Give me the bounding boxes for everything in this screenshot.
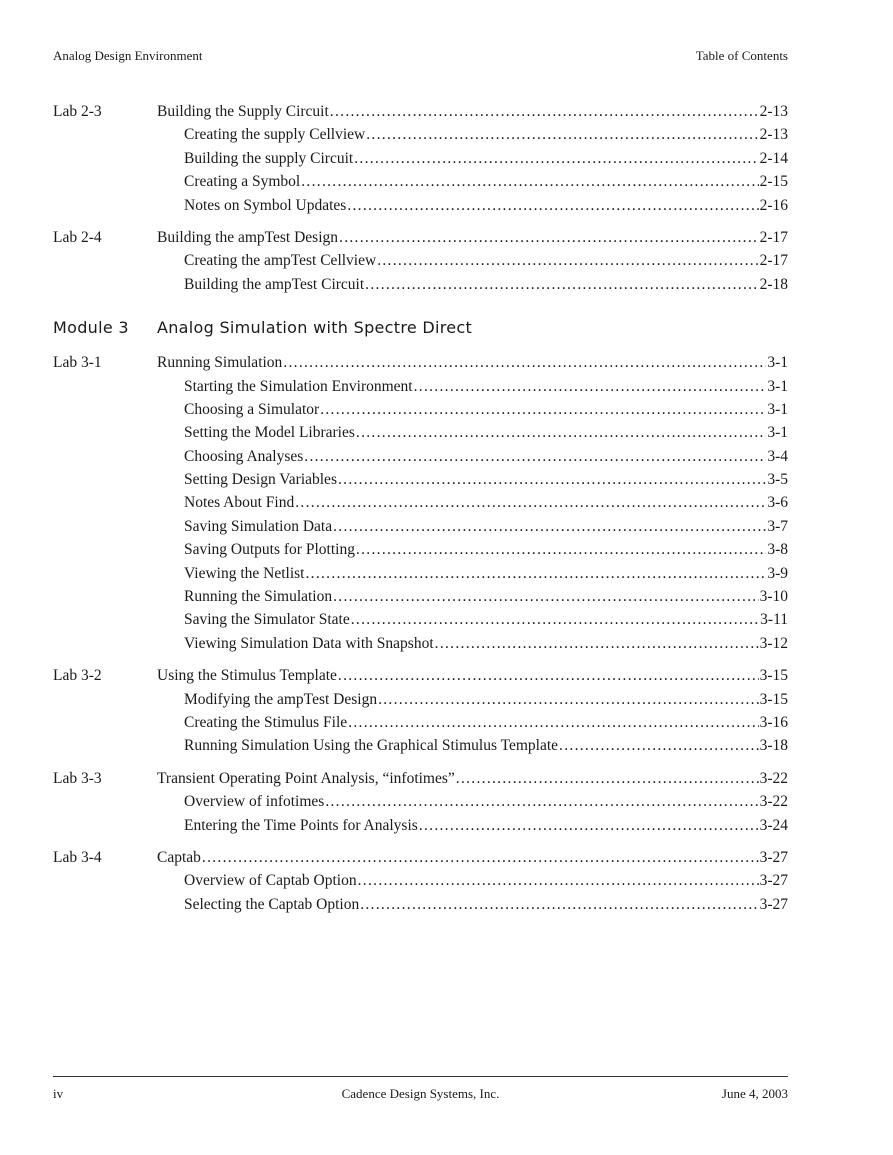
toc-subentry-page: 3-27 [759, 872, 788, 890]
lab-row [53, 351, 788, 374]
toc-subentry-page: 3-5 [767, 471, 788, 489]
toc-entry-page: 3-1 [767, 354, 788, 372]
toc-subentry-title: Entering the Time Points for Analysis [184, 816, 418, 834]
toc-subentry-row [53, 515, 788, 538]
toc-entry[interactable] [157, 767, 788, 790]
toc-subentry[interactable] [184, 632, 788, 655]
toc-subentry-title: Running Simulation Using the Graphical Stimulus Template [184, 737, 559, 755]
dot-leader [339, 226, 759, 249]
toc-subentry-title: Overview of infotimes [184, 793, 325, 811]
toc-entry-title: Running Simulation [157, 354, 283, 372]
dot-leader [414, 375, 767, 398]
toc-subentry-row [53, 893, 788, 916]
lab-group [53, 846, 788, 916]
lab-label: Lab 3-3 [53, 769, 102, 787]
toc-subentry[interactable] [184, 273, 788, 296]
lab-label: Lab 2-3 [53, 103, 102, 120]
lab-row [53, 100, 788, 123]
toc-entry-page: 3-15 [759, 667, 788, 685]
toc-subentry[interactable] [184, 585, 788, 608]
toc-subentry-page: 3-12 [759, 634, 788, 652]
toc-subentry[interactable] [184, 608, 788, 631]
dot-leader [348, 711, 758, 734]
toc-subentry-row [53, 170, 788, 193]
module2-labs [53, 100, 788, 296]
toc-subentry-row [53, 468, 788, 491]
toc-subentry-title: Choosing Analyses [184, 447, 304, 465]
toc-subentry-title: Notes About Find [184, 494, 295, 512]
toc-subentry[interactable] [184, 814, 788, 837]
toc-subentry-page: 3-4 [767, 447, 788, 465]
toc-subentry-row [53, 123, 788, 146]
toc-subentry-title: Modifying the ampTest Design [184, 690, 378, 708]
toc-subentry-title: Setting Design Variables [184, 471, 337, 489]
toc-subentry-row [53, 147, 788, 170]
toc-subentry-row [53, 869, 788, 892]
toc-subentry-row [53, 538, 788, 561]
toc-subentry-row [53, 562, 788, 585]
dot-leader [338, 468, 766, 491]
toc-subentry-row [53, 790, 788, 813]
dot-leader [338, 664, 759, 687]
dot-leader [354, 147, 758, 170]
dot-leader [377, 249, 758, 272]
toc-subentry-row [53, 421, 788, 444]
toc-subentry[interactable] [184, 869, 788, 892]
module3-labs [53, 351, 788, 916]
toc-subentry[interactable] [184, 734, 788, 757]
dot-leader [202, 846, 759, 869]
lab-label: Lab 2-4 [53, 228, 102, 246]
toc-subentry[interactable] [184, 515, 788, 538]
lab-label: Lab 3-1 [53, 354, 102, 372]
dot-leader [347, 194, 758, 217]
lab-group [53, 351, 788, 655]
dot-leader [456, 767, 759, 790]
toc-subentry-page: 3-27 [759, 895, 788, 913]
dot-leader [358, 869, 759, 892]
lab-label: Lab 3-2 [53, 667, 102, 685]
toc-subentry-title: Building the supply Circuit [184, 149, 354, 167]
dot-leader [351, 608, 759, 631]
lab-row [53, 226, 788, 249]
toc-entry-page: 3-27 [759, 848, 788, 866]
toc-subentry-page: 3-8 [767, 541, 788, 559]
toc-entry-page: 3-22 [759, 769, 788, 787]
header-section-title: Table of Contents [695, 48, 788, 63]
lab-row [53, 767, 788, 790]
toc-subentry-title: Saving Simulation Data [184, 517, 333, 535]
toc-subentry[interactable] [184, 147, 788, 170]
toc-entry[interactable] [157, 664, 788, 687]
dot-leader [295, 491, 766, 514]
toc-subentry-page: 3-11 [760, 611, 788, 629]
module-label: Module 3 [53, 318, 129, 338]
dot-leader [333, 585, 758, 608]
toc-entry-title: Using the Stimulus Template [157, 667, 337, 685]
toc-subentry[interactable] [184, 421, 788, 444]
header-document-title: Analog Design Environment [53, 48, 203, 63]
table-of-contents [53, 100, 788, 925]
toc-subentry-page: 3-18 [759, 737, 788, 755]
toc-subentry-row [53, 734, 788, 757]
dot-leader [320, 398, 766, 421]
toc-subentry-row [53, 688, 788, 711]
toc-subentry[interactable] [184, 688, 788, 711]
dot-leader [378, 688, 759, 711]
toc-subentry-title: Selecting the Captab Option [184, 895, 360, 913]
toc-subentry[interactable] [184, 711, 788, 734]
toc-subentry-title: Notes on Symbol Updates [184, 196, 347, 214]
toc-subentry-row [53, 375, 788, 398]
footer-page-number: iv [53, 1086, 64, 1101]
page-footer [53, 1086, 788, 1106]
toc-subentry[interactable] [184, 398, 788, 421]
toc-subentry-title: Saving Outputs for Plotting [184, 541, 355, 559]
toc-subentry-page: 2-14 [759, 149, 788, 167]
toc-subentry-page: 2-13 [759, 126, 788, 144]
toc-subentry-title: Overview of Captab Option [184, 872, 357, 890]
toc-subentry[interactable] [184, 790, 788, 813]
toc-subentry[interactable] [184, 194, 788, 217]
toc-subentry-title: Creating the supply Cellview [184, 126, 366, 144]
footer-company: Cadence Design Systems, Inc. [341, 1086, 500, 1101]
toc-subentry-page: 3-7 [767, 517, 788, 535]
toc-entry[interactable] [157, 351, 788, 374]
toc-subentry-title: Creating the ampTest Cellview [184, 252, 377, 270]
dot-leader [283, 351, 766, 374]
lab-group [53, 100, 788, 217]
toc-subentry-page: 3-1 [767, 424, 788, 442]
module-title: Analog Simulation with Spectre Direct [157, 318, 473, 338]
toc-subentry-title: Viewing the Netlist [184, 564, 305, 582]
dot-leader [305, 562, 766, 585]
toc-entry[interactable] [157, 100, 788, 123]
dot-leader [325, 790, 758, 813]
dot-leader [559, 734, 759, 757]
module-heading [53, 313, 788, 343]
footer-divider [53, 1076, 788, 1077]
dot-leader [365, 273, 758, 296]
toc-entry-page: 2-17 [759, 228, 788, 246]
toc-subentry-row [53, 491, 788, 514]
toc-subentry-title: Choosing a Simulator [184, 400, 320, 418]
toc-subentry-page: 2-15 [759, 173, 788, 191]
toc-subentry-page: 2-16 [759, 196, 788, 214]
toc-subentry-title: Creating the Stimulus File [184, 713, 348, 731]
toc-subentry-page: 3-15 [759, 690, 788, 708]
toc-subentry-row [53, 445, 788, 468]
page-header [53, 48, 788, 68]
toc-entry-title: Building the Supply Circuit [157, 103, 329, 120]
toc-subentry-row [53, 608, 788, 631]
toc-entry[interactable] [157, 846, 788, 869]
lab-group [53, 664, 788, 758]
toc-subentry-page: 3-22 [759, 793, 788, 811]
footer-date: June 4, 2003 [721, 1086, 788, 1101]
dot-leader [366, 123, 758, 146]
toc-subentry-row [53, 273, 788, 296]
toc-subentry-page: 3-9 [767, 564, 788, 582]
toc-subentry-row [53, 249, 788, 272]
toc-subentry[interactable] [184, 249, 788, 272]
dot-leader [360, 893, 758, 916]
lab-row [53, 846, 788, 869]
dot-leader [356, 421, 766, 444]
toc-subentry[interactable] [184, 893, 788, 916]
toc-entry-title: Building the ampTest Design [157, 228, 339, 246]
toc-entry-title: Captab [157, 848, 201, 866]
toc-subentry[interactable] [184, 562, 788, 585]
toc-subentry-page: 3-6 [767, 494, 788, 512]
toc-subentry-title: Setting the Model Libraries [184, 424, 355, 442]
dot-leader [304, 445, 766, 468]
toc-subentry-row [53, 711, 788, 734]
dot-leader [419, 814, 759, 837]
toc-subentry-title: Starting the Simulation Environment [184, 377, 413, 395]
dot-leader [330, 100, 759, 123]
toc-subentry[interactable] [184, 170, 788, 193]
lab-group [53, 767, 788, 837]
toc-subentry-title: Running the Simulation [184, 588, 333, 606]
lab-group [53, 226, 788, 296]
toc-subentry-row [53, 814, 788, 837]
toc-subentry[interactable] [184, 491, 788, 514]
toc-subentry-row [53, 632, 788, 655]
toc-subentry-title: Creating a Symbol [184, 173, 301, 191]
toc-subentry[interactable] [184, 468, 788, 491]
toc-entry-title: Transient Operating Point Analysis, “infotimes” [157, 769, 455, 787]
dot-leader [356, 538, 766, 561]
lab-row [53, 664, 788, 687]
toc-subentry[interactable] [184, 123, 788, 146]
dot-leader [301, 170, 758, 193]
toc-entry-page: 2-13 [759, 103, 788, 120]
toc-subentry-title: Saving the Simulator State [184, 611, 350, 629]
toc-entry[interactable] [157, 226, 788, 249]
lab-label: Lab 3-4 [53, 848, 102, 866]
toc-subentry-row [53, 398, 788, 421]
toc-subentry-page: 3-1 [767, 377, 788, 395]
toc-subentry-row [53, 585, 788, 608]
toc-subentry-page: 3-10 [759, 588, 788, 606]
toc-subentry-page: 3-16 [759, 713, 788, 731]
toc-subentry[interactable] [184, 538, 788, 561]
toc-subentry-page: 2-17 [759, 252, 788, 270]
toc-subentry[interactable] [184, 445, 788, 468]
toc-subentry-title: Building the ampTest Circuit [184, 275, 365, 293]
dot-leader [435, 632, 759, 655]
toc-subentry-page: 2-18 [759, 275, 788, 293]
toc-subentry-page: 3-24 [759, 816, 788, 834]
dot-leader [333, 515, 766, 538]
toc-subentry-row [53, 194, 788, 217]
toc-subentry[interactable] [184, 375, 788, 398]
toc-subentry-title: Viewing Simulation Data with Snapshot [184, 634, 434, 652]
toc-subentry-page: 3-1 [767, 400, 788, 418]
